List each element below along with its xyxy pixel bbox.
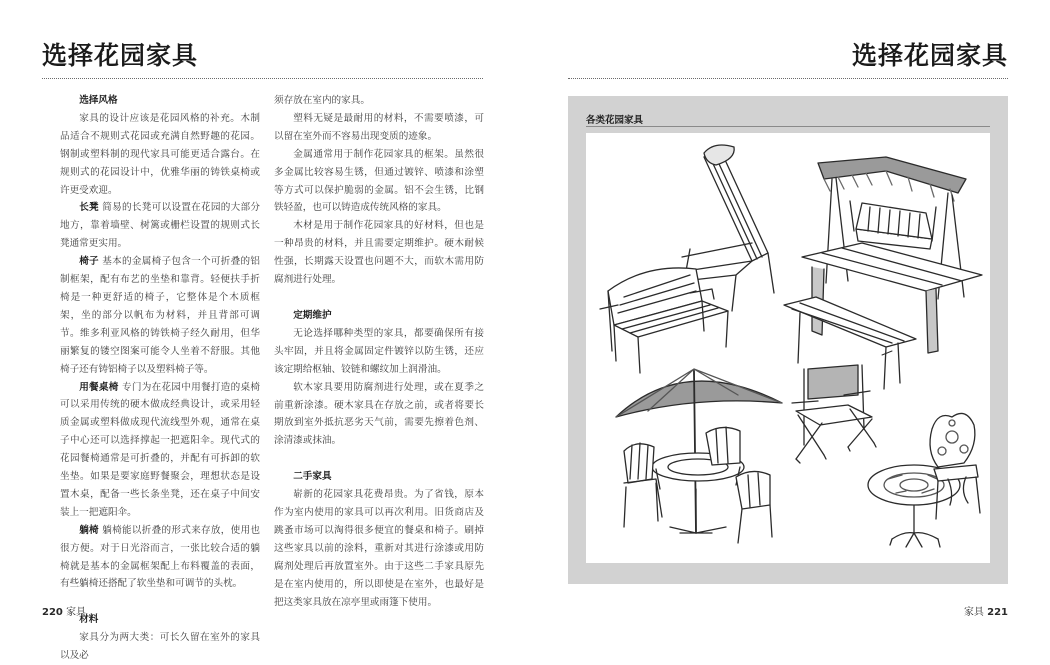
title-divider-right: [568, 78, 1008, 79]
furniture-illustrations: [586, 133, 990, 563]
paragraph-lounger: 躺椅 躺椅能以折叠的形式来存放，使用也很方便。对于日光浴而言，一张比较合适的躺椅就是基本的金属框架配上布料覆盖的表面，有些躺椅还搭配了软坐垫和可调节的头枕。: [60, 524, 260, 590]
paragraph: 家具分为两大类：可长久留在室外的家具以及必: [60, 632, 260, 662]
folio-left: [42, 603, 86, 618]
term-chairs: 椅子: [79, 256, 99, 268]
paragraph-bench: 长凳 简易的长凳可以设置在花园的大部分地方，靠着墙壁、树篱或栅栏设置的规则式长凳通常更实用。: [60, 202, 260, 250]
paragraph: 家具的设计应该是花园风格的补充。木制品适合不规则式花园或充满自然野趣的花园。钢制或塑料制的现代家具可能更适合露台。在规则式的花园设计中，优雅华丽的铸铁桌椅或许更受欢迎。: [60, 112, 260, 196]
cast-iron-table-set-icon: [868, 413, 980, 547]
term-lounger: 躺椅: [79, 524, 99, 536]
figure-illustration: [586, 133, 990, 563]
paragraph-dining: 用餐桌椅 专门为在花园中用餐打造的桌椅可以采用传统的硬木做成经典设计，或采用轻质金属或塑料做成现代流线型外观，通常在桌子中心还可以选择撑起一把遮阳伞。现代式的花园餐椅通常是可折叠的，并配有可拆卸的软坐垫。如果是要家庭野餐聚会，理想状态是设置木桌，配备一些长条坐凳，还在桌子中间安装上一把遮阳伞。: [60, 381, 260, 518]
figure-title-rule: [586, 126, 990, 127]
section-heading-second-hand: 二手家具: [293, 471, 332, 483]
title-divider-left: [42, 78, 483, 79]
paragraph: 须存放在室内的家具。: [274, 95, 370, 106]
paragraph: 软木家具要用防腐剂进行处理，或在夏季之前重新涂漆。硬木家具在存放之前，或者将要长期放到室外抵抗恶劣天气前，需要先擦着色剂、涂清漆或抹油。: [274, 381, 484, 447]
figure-panel: [568, 96, 1008, 584]
term-bench: 长凳: [79, 202, 99, 214]
figure-title: 各类花园家具: [586, 115, 644, 126]
folio-right: [964, 603, 1008, 618]
paragraph: 塑料无疑是最耐用的材料，不需要喷漆，可以留在室外而不容易出现变质的迹象。: [274, 112, 484, 142]
page-number-right: 221: [987, 607, 1008, 618]
paragraph: 无论选择哪种类型的家具，都要确保所有接头牢固，并且将金属固定件镀锌以防生锈，还应该定期给枢轴、铰链和螺纹加上润滑油。: [274, 327, 484, 375]
umbrella-table-set-icon: [616, 369, 782, 543]
page-number-left: 220: [42, 607, 63, 618]
paragraph: 崭新的花园家具花费昂贵。为了省钱，原本作为室内使用的家具可以再次利用。旧货商店及跳蚤市场可以淘得很多便宜的餐桌和椅子。刷掉这些家具以前的涂料，重新对其进行涂漆或用防腐剂处理后再放置室外。由于这些二手家具原先是在室内使用的，所以即使是在室外，也最好是把这类家具放在凉亭里或雨篷下使用。: [274, 489, 484, 608]
page-title-right: 选择花园家具: [851, 41, 1008, 70]
text-column-2: [274, 92, 484, 611]
text-column-1: [60, 92, 260, 665]
folio-section-left: 家具: [66, 607, 87, 618]
bench-icon: [600, 268, 728, 373]
term-dining: 用餐桌椅: [79, 381, 119, 393]
section-heading-maintenance: 定期维护: [293, 309, 332, 321]
directors-chair-icon: [792, 365, 876, 463]
picnic-table-icon: [784, 243, 982, 389]
page-title-left: 选择花园家具: [42, 41, 199, 70]
folio-section-right: 家具: [963, 607, 984, 618]
paragraph: 金属通常用于制作花园家具的框架。虽然很多金属比较容易生锈，但通过镀锌、喷漆和涂塑等方式可以保护脆弱的金属。铝不会生锈，比钢铁轻盈，也可以铸造成传统风格的家具。: [274, 148, 484, 214]
section-heading-style: 选择风格: [79, 95, 118, 106]
paragraph-chairs: 椅子 基本的金属椅子包含一个可折叠的铝制框架，配有布艺的坐垫和靠背。轻便扶手折椅是一种更舒适的椅子，它整体是个木质框架，坐的部分以帆布为材料，并且背部可调节。维多利亚风格的铸铁椅子经久耐用，但华丽繁复的镂空图案可能令人坐着不舒服。其他椅子还有铸铝椅子以及塑料椅子等。: [60, 256, 260, 375]
paragraph: 木材是用于制作花园家具的好材料，但也是一种昂贵的材料，并且需要定期维护。硬木耐候性强，长期露天设置也问题不大，而软木需用防腐剂进行处理。: [274, 220, 484, 286]
section-heading-materials: 材料: [79, 614, 99, 626]
